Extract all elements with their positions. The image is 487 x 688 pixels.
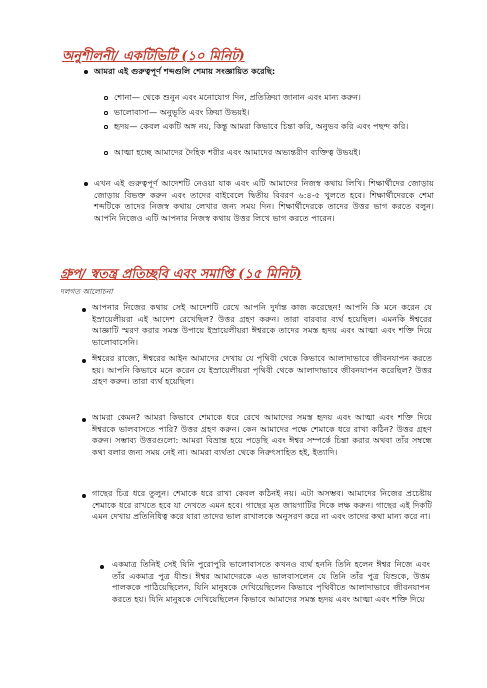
circle-bullet-icon [104, 111, 108, 115]
bullet-icon [82, 308, 86, 312]
bullet-icon [100, 565, 104, 569]
discussion-point-4: গাছের চিত্র ধরে তুলুন। শেমাকে ধরে রাখা কেবল কঠিনই নয়। এটা অসম্ভব। আমাদের নিজের প্রচেষ্টায় শেমাকে ধরে রাখতে হবে যা দেখতে এমন হবে। গাছের মৃত জায়গাটির দিকে লক্ষ করুন। গাছের এই দিকটি এমন দেখায় প্রতিনিধিত্ব করে যারা তাদের ভাল রাখালকে অনুসরণ করে না এবং তাদের কথা মান্য করে না। [92, 488, 432, 522]
term-heart: হৃদয়— কেবল একটি অঙ্গ নয়, কিন্তু আমরা কিভাবে চিন্তা করি, অনুভব করি এবং পছন্দ করি। [114, 121, 409, 131]
bullet-icon [82, 418, 86, 422]
bullet-icon [82, 494, 86, 498]
term-love: ভালোবাসা— অনুভূতি এবং ক্রিয়া উভয়ই। [114, 107, 250, 117]
bullet-icon [84, 182, 88, 186]
section-heading-activity: অনুশীলনী/ একটিভিটি (১০ মিনিট) [62, 49, 245, 64]
discussion-point-3: আমরা কেমন? আমরা কিভাবে শেমাকে ধরে রেখে আমাদের সমস্ত হৃদয় এবং আত্মা এবং শক্তি দিয়ে ঈশ্বরকে ভালবাসতে পারি? উত্তর গ্রহণ করুন। কেন আমাদের পক্ষে শেমাকে ধরে রাখা কঠিন? উত্তর গ্রহণ করুন। সম্ভাব্য উত্তরগুলো: আমরা বিভ্রান্ত হয়ে পড়েছি এবং ঈশ্বর সম্পর্কে চিন্তা করার অথবা তাঁর সম্বন্ধে কথা বলার জন্য সময় নেই না। আমরা ব্যর্থতা থেকে নিরুৎসাহিত হই, ইত্যাদি। [92, 412, 432, 457]
term-listen: শোনা— থেকে শুনুন এবং মনোযোগ দিন, প্রতিক্রিয়া জানান এবং মান্য করুন। [114, 92, 361, 102]
discussion-point-2: ঈশ্বরের রাজ্যে, ঈশ্বরের আইন আমাদের দেখায় যে পৃথিবী থেকে কিভাবে আলাদাভাবে জীবনযাপন করতে হয়। আপনি কিভাবে মনে করেন যে ইস্রায়েলীয়রা পৃথিবী থেকে আলাদাভাবে জীবনযাপন করেছিল? উত্তর গ্রহণ করুন। তারা ব্যর্থ হয়েছিল। [92, 353, 432, 387]
circle-bullet-icon [104, 125, 108, 129]
terms-list [104, 92, 434, 161]
discussion-subpoint: একমাত্র তিনিই সেই যিনি পুরোপুরি ভালোবাসতে কখনও ব্যর্থ হননি তিনি হলেন ঈশ্বর নিজে এবং তাঁর একমাত্র পুত্র যীশু। ঈশ্বর আমাদেরকে এত ভালবাসলেন যে তিনি তাঁর পুত্র যিশুকে, উত্তম পালককে পাঠিয়েছিলেন, যিনি মানুষকে দেখিয়েছিলেন কিভাবে পৃথিবীতে আলাদাভাবে জীবনযাপন করতে হয়। যিনি মানুষকে দেখিয়েছিলেন কিভাবে আমাদের সমস্ত হৃদয় এবং আত্মা এবং শক্তি দিয়ে [112, 559, 430, 604]
section-heading-reflection: গ্রুপ/ স্বতন্ত্র প্রতিচ্ছবি এবং সমাপ্তি (১৫ মিনিট) [60, 267, 302, 282]
group-discussion-note: দলগত আলোচনা [60, 287, 113, 296]
discussion-point-1: আপনার নিজের কথায় সেই আদেশটি রেখে আপনি দুর্দান্ত কাজ করেছেন! আপনি কি মনে করেন যে ইস্রায়েলীয়রা এই আদেশ রেখেছিল? উত্তর গ্রহণ করুন। তারা বারবার ব্যর্থ হয়েছিল। এমনকি ঈশ্বরের আজ্ঞাটি স্মরণ করার সমস্ত উপায়ে ইস্রায়েলীয়রা ঈশ্বরকে তাদের সমস্ত হৃদয় এবং আত্মা এবং শক্তি দিয়ে ভালোবাসেনি। [92, 302, 432, 347]
circle-bullet-icon [104, 151, 108, 155]
activity-instructions: এখন এই গুরুত্বপূর্ণ আদেশটি নেওয়া যাক এবং এটি আমাদের নিজস্ব কথায় লিখি। শিক্ষার্থীদের জোড়ায় জোড়ায় বিভক্ত করুন এবং তাদের বাইবেলে দ্বিতীয় বিবরণ ৬:৪-৫ খুলতে হবে। শিক্ষার্থীদেরকে শেমা শব্দটিকে তাদের নিজস্ব কথায় লেখার জন্য সময় দিন। শিক্ষার্থীদেরকে তাদের উত্তর ভাগ করতে বলুন। আপনি নিজেও এটি আপনার নিজস্ব কথায় উত্তর লিখে ভাগ করতে পারেন। [94, 178, 434, 223]
terms-intro: আমরা এই গুরুত্বপূর্ণ শব্দগুলি শেমায় সংজ্ঞায়িত করেছি: [94, 66, 276, 76]
bullet-icon [84, 70, 88, 74]
bullet-icon [82, 359, 86, 363]
circle-bullet-icon [104, 96, 108, 100]
term-soul: আত্মা হচ্ছে আমাদের দৈহিক শরীর এবং আমাদের অভ্যন্তরীণ ব্যক্তিত্ব উভয়ই। [114, 147, 361, 157]
